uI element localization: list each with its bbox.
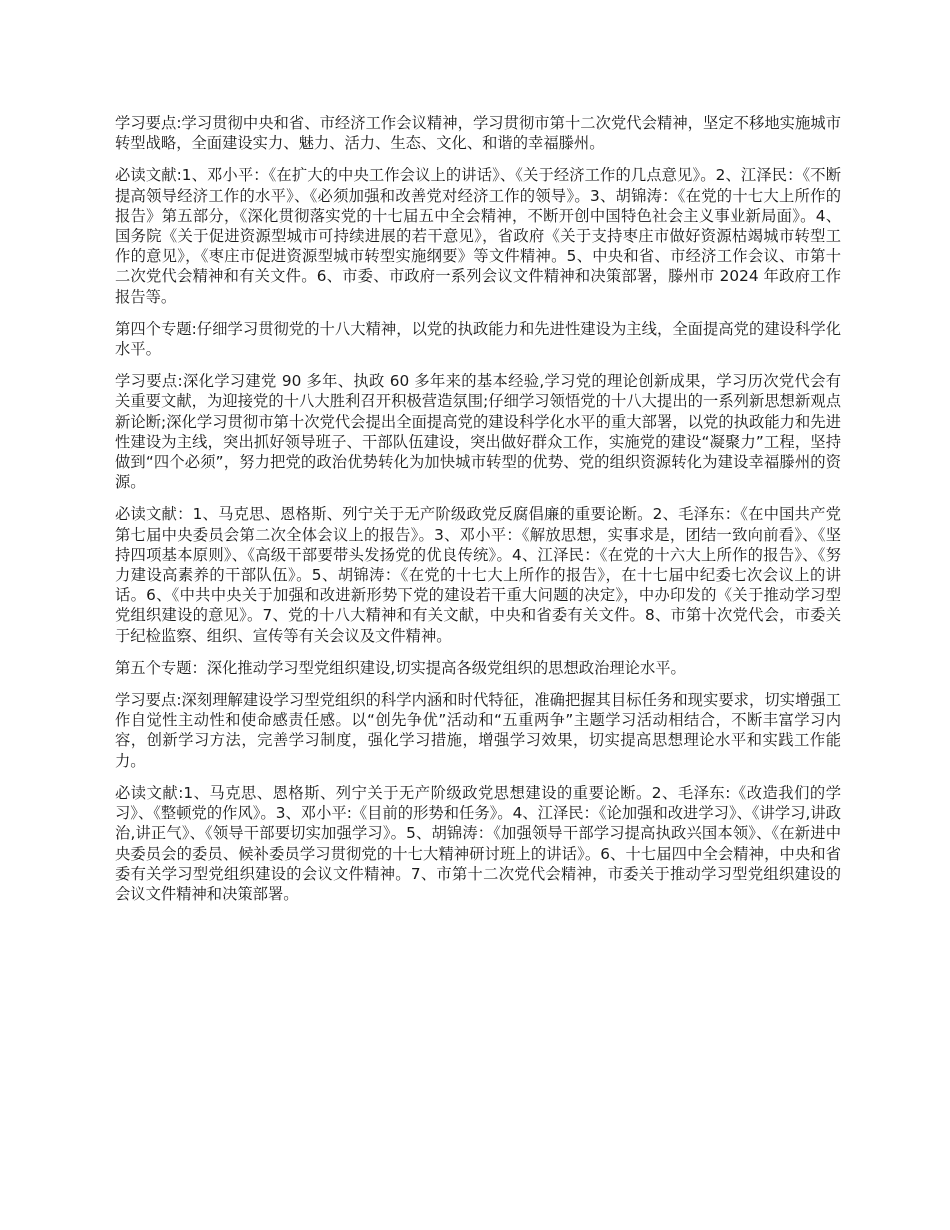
paragraph-topic-five-heading: 第五个专题：深化推动学习型党组织建设,切实提高各级党组织的思想政治理论水平。 [115,658,686,677]
paragraph-required-readings-party-building: 必读文献：1、马克思、恩格斯、列宁关于无产阶级政党反腐倡廉的重要论断。2、毛泽东：《在中国共产党第七届中央委员会第二次全体会议上的报告》。3、邓小平：《解放思想，实事求是，团结一致向前看》、《坚持四项基本原则》、《高级干部要带头发扬党的优良传统》。4、江泽民：《在党的十六大上所作的报告》、《努力建设高素养的干部队伍》。5、胡锦涛：《在党的十七大上所作的报告》，在十七届中纪委七次会议上的讲话。6、《中共中央关于加强和改进新形势下党的建设若干重大问题的决定》，中办印发的《关于推动学习型党组织建设的意见》。7、党的十八大精神和有关文献，中央和省委有关文件。8、市第十次党代会，市委关于纪检监察、组织、宣传等有关会议及文件精神。 [115,505,841,645]
paragraph-study-points-learning-organization: 学习要点:深刻理解建设学习型党组织的科学内涵和时代特征，准确把握其目标任务和现实要求，切实增强工作自觉性主动性和使命感责任感。以“创先争优”活动和“五重两争”主题学习活动相结合，不断丰富学习内容，创新学习方法，完善学习制度，强化学习措施，增强学习效果，切实提高思想理论水平和实践工作能力。 [115,691,841,770]
paragraph-study-points-party-building: 学习要点:深化学习建党 90 多年、执政 60 多年来的基本经验,学习党的理论创新成果，学习历次党代会有关重要文献，为迎接党的十八大胜利召开积极营造氛围;仔细学习领悟党的十八大提出的一系列新思想新观点新论断;深化学习贯彻市第十次党代会提出全面提高党的建设科学化水平的重大部署，以党的执政能力和先进性建设为主线，突出抓好领导班子、干部队伍建设，突出做好群众工作，实施党的建设“凝聚力”工程，坚持做到“四个必须”，努力把党的政治优势转化为加快城市转型的优势、党的组织资源转化为建设幸福滕州的资源。 [115,372,841,492]
paragraph-topic-four-heading: 第四个专题:仔细学习贯彻党的十八大精神，以党的执政能力和先进性建设为主线，全面提高党的建设科学化水平。 [115,319,841,359]
paragraph-required-readings-learning-organization: 必读文献:1、马克思、恩格斯、列宁关于无产阶级政党思想建设的重要论断。2、毛泽东:《改造我们的学习》、《整顿党的作风》。3、邓小平:《目前的形势和任务》。4、江泽民：《论加强和改进学习》、《讲学习,讲政治,讲正气》、《领导干部要切实加强学习》。5、胡锦涛：《加强领导干部学习提高执政兴国本领》、《在新进中央委员会的委员、候补委员学习贯彻党的十七大精神研讨班上的讲话》。6、十七届四中全会精神，中央和省委有关学习型党组织建设的会议文件精神。7、市第十二次党代会精神，市委关于推动学习型党组织建设的会议文件精神和决策部署。 [115,783,841,903]
paragraph-study-points-economy: 学习要点:学习贯彻中央和省、市经济工作会议精神，学习贯彻市第十二次党代会精神，坚定不移地实施城市转型战略，全面建设实力、魅力、活力、生态、文化、和谐的幸福滕州。 [115,114,841,153]
paragraph-required-readings-economy: 必读文献:1、邓小平：《在扩大的中央工作会议上的讲话》、《关于经济工作的几点意见》。2、江泽民：《不断提高领导经济工作的水平》、《必须加强和改善党对经济工作的领导》。3、胡锦涛：《在党的十七大上所作的报告》第五部分，《深化贯彻落实党的十七届五中全会精神，不断开创中国特色社会主义事业新局面》。4、国务院《关于促进资源型城市可持续进展的若干意见》，省政府《关于支持枣庄市做好资源枯竭城市转型工作的意见》，《枣庄市促进资源型城市转型实施纲要》等文件精神。5、中央和省、市经济工作会议、市第十二次党代会精神和有关文件。6、市委、市政府一系列会议文件精神和决策部署，滕州市 2024 年政府工作报告等。 [115,166,841,306]
document-page [115,113,841,916]
